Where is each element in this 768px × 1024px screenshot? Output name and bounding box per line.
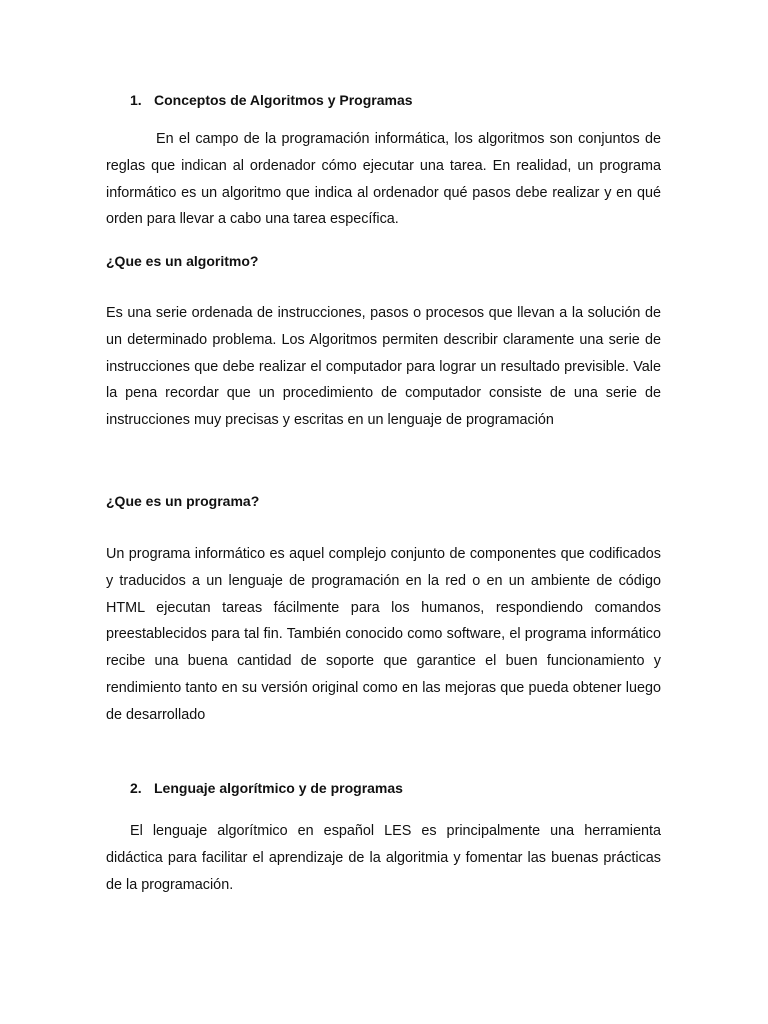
section-1-number: 1. bbox=[130, 92, 142, 108]
section-2-title: Lenguaje algorítmico y de programas bbox=[154, 780, 403, 796]
question-program: ¿Que es un programa? bbox=[106, 493, 260, 509]
section-2-number: 2. bbox=[130, 780, 142, 796]
section-2-heading bbox=[130, 781, 403, 795]
section-1-intro: En el campo de la programación informática, los algoritmos son conjuntos de reglas que indican al ordenador cómo ejecutar una tarea. En realidad, un programa informático es un algoritmo que indica al ordenador qué pasos debe realizar y en qué orden para llevar a cabo una tarea específica. bbox=[106, 131, 661, 228]
answer-algorithm: Es una serie ordenada de instrucciones, pasos o procesos que llevan a la solución de un determinado problema. Los Algoritmos permiten describir claramente una serie de instrucciones que debe realizar el computador para lograr un resultado previsible. Vale la pena recordar que un procedimiento de computador consiste de una serie de instrucciones muy precisas y escritas en un lenguaje de programación bbox=[106, 305, 661, 429]
section-1-title: Conceptos de Algoritmos y Programas bbox=[154, 92, 413, 108]
question-algorithm: ¿Que es un algoritmo? bbox=[106, 253, 259, 269]
section-1-heading bbox=[130, 93, 413, 107]
answer-program: Un programa informático es aquel complejo conjunto de componentes que codificados y traducidos a un lenguaje de programación en la red o en un ambiente de código HTML ejecutan tareas fácilmente para los humanos, respondiendo comandos preestablecidos para tal fin. También conocido como software, el programa informático recibe una buena cantidad de soporte que garantice el buen funcionamiento y rendimiento tanto en su versión original como en las mejoras que pueda obtener luego de desarrollado bbox=[106, 546, 661, 723]
section-2-body: El lenguaje algorítmico en español LES es principalmente una herramienta didáctica para facilitar el aprendizaje de la algoritmia y fomentar las buenas prácticas de la programación. bbox=[106, 823, 661, 893]
